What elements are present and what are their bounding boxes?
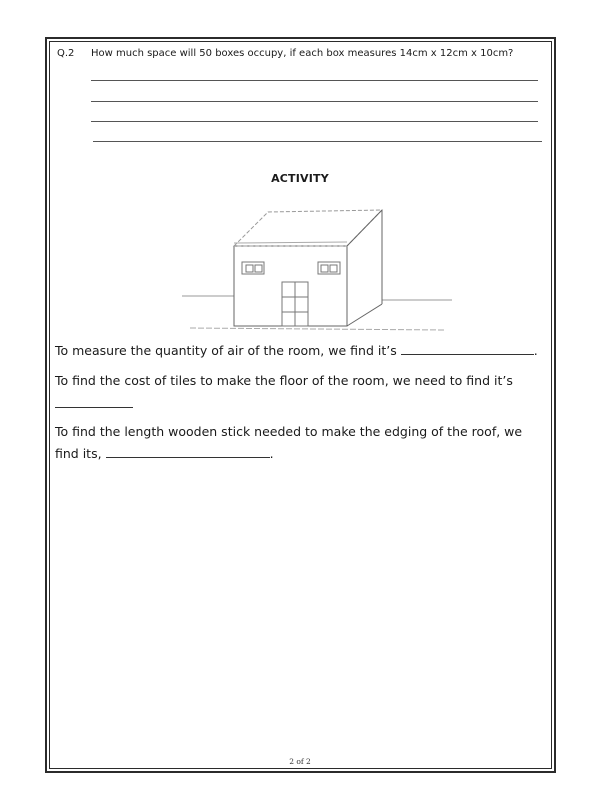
sentence-edging-line2 bbox=[55, 446, 274, 461]
sentence-edging-end: . bbox=[269, 446, 274, 461]
question-text: How much space will 50 boxes occupy, if each box measures 14cm x 12cm x 10cm? bbox=[91, 48, 514, 59]
sentence-air-end: . bbox=[533, 343, 538, 358]
blank-tiles[interactable] bbox=[55, 396, 133, 408]
blank-edging[interactable] bbox=[106, 446, 270, 458]
question-number: Q.2 bbox=[57, 48, 75, 59]
blank-air[interactable] bbox=[401, 343, 534, 355]
sentence-edging-text-1: To find the length wooden stick needed to make the edging of the roof, we bbox=[55, 424, 523, 439]
sentence-air bbox=[55, 343, 538, 358]
answer-line[interactable] bbox=[93, 141, 542, 142]
answer-line[interactable] bbox=[91, 121, 538, 122]
answer-line[interactable] bbox=[91, 80, 538, 81]
activity-title: ACTIVITY bbox=[271, 172, 329, 185]
sentence-edging-line1 bbox=[55, 424, 522, 439]
page-footer: 2 of 2 bbox=[289, 757, 311, 766]
answer-line[interactable] bbox=[91, 101, 538, 102]
blank-tiles-row bbox=[55, 396, 133, 411]
sentence-edging-text-2: find its, bbox=[55, 446, 102, 461]
sentence-air-text: To measure the quantity of air of the room, we find it’s bbox=[55, 343, 397, 358]
sentence-tiles-text: To find the cost of tiles to make the floor of the room, we need to find it’s bbox=[55, 373, 513, 388]
sentence-tiles bbox=[55, 373, 513, 388]
house-sketch bbox=[182, 200, 452, 340]
